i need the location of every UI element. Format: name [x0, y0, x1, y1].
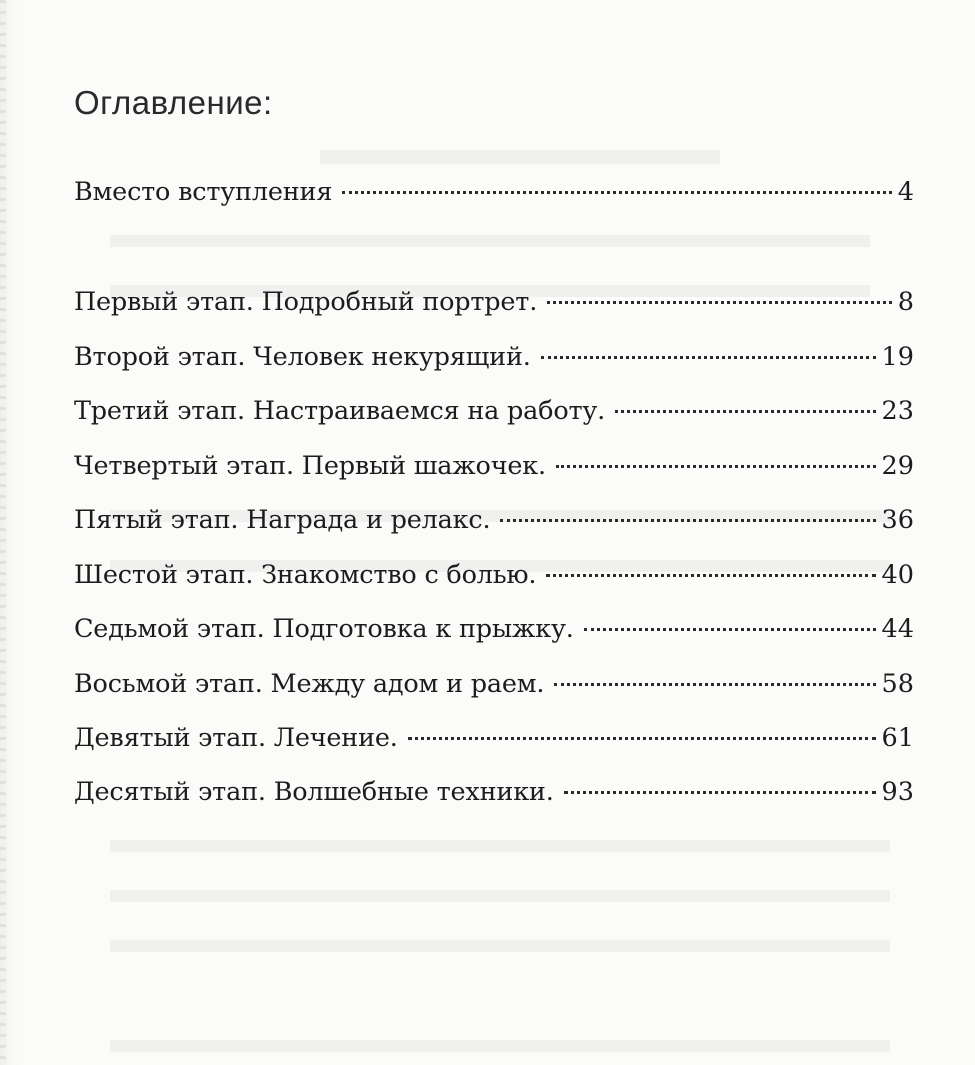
show-through-texture	[110, 870, 890, 902]
page-binding-edge	[0, 0, 6, 1065]
show-through-texture	[110, 820, 890, 852]
show-through-texture	[110, 920, 890, 952]
toc-entry	[74, 335, 914, 379]
toc-entry-title: Седьмой этап. Подготовка к прыжку.	[74, 614, 574, 644]
toc-dot-leader	[584, 628, 876, 631]
toc-entry-title: Четвертый этап. Первый шажочек.	[74, 451, 546, 481]
toc-entry-page: 58	[881, 669, 914, 699]
toc-heading: Оглавление:	[74, 84, 273, 122]
toc-dot-leader	[615, 410, 875, 413]
toc-dot-leader	[547, 301, 892, 304]
toc-entry-title: Девятый этап. Лечение.	[74, 723, 398, 753]
toc-entry-page: 36	[881, 505, 914, 535]
toc-dot-leader	[546, 574, 875, 577]
toc-dot-leader	[342, 191, 892, 194]
toc-dot-leader	[564, 791, 876, 794]
toc-entry	[74, 770, 914, 814]
toc-entry-title: Десятый этап. Волшебные техники.	[74, 777, 554, 807]
toc-entry-page: 44	[881, 614, 914, 644]
toc-entry	[74, 280, 914, 324]
toc-entry-page: 23	[881, 396, 914, 426]
toc-entry-page: 93	[881, 777, 914, 807]
toc-entry	[74, 389, 914, 433]
toc-entry-page: 29	[881, 451, 914, 481]
toc-entry	[74, 170, 914, 214]
toc-entry-page: 4	[897, 177, 914, 207]
toc-dot-leader	[541, 356, 876, 359]
toc-entry-title: Третий этап. Настраиваемся на работу.	[74, 396, 606, 426]
toc-entry-page: 8	[897, 287, 914, 317]
toc-entry-page: 19	[881, 342, 914, 372]
show-through-texture	[110, 1020, 890, 1052]
toc-dot-leader	[500, 519, 875, 522]
toc-entry-title: Вместо вступления	[74, 177, 333, 207]
toc-entry-title: Первый этап. Подробный портрет.	[74, 287, 538, 317]
toc-entry	[74, 716, 914, 760]
toc-dot-leader	[554, 683, 875, 686]
toc-entry-title: Пятый этап. Награда и релакс.	[74, 505, 491, 535]
toc-entry-page: 40	[881, 560, 914, 590]
toc-entry	[74, 607, 914, 651]
toc-entry	[74, 662, 914, 706]
show-through-texture	[320, 120, 720, 164]
toc-entry-title: Восьмой этап. Между адом и раем.	[74, 669, 545, 699]
toc-entry-page: 61	[881, 723, 914, 753]
toc-entry	[74, 498, 914, 542]
toc-entry-title: Второй этап. Человек некурящий.	[74, 342, 531, 372]
toc-entry	[74, 553, 914, 597]
toc-entry	[74, 444, 914, 488]
show-through-texture	[110, 215, 870, 247]
toc-dot-leader	[408, 737, 876, 740]
toc-dot-leader	[556, 465, 876, 468]
toc-entry-title: Шестой этап. Знакомство с болью.	[74, 560, 537, 590]
